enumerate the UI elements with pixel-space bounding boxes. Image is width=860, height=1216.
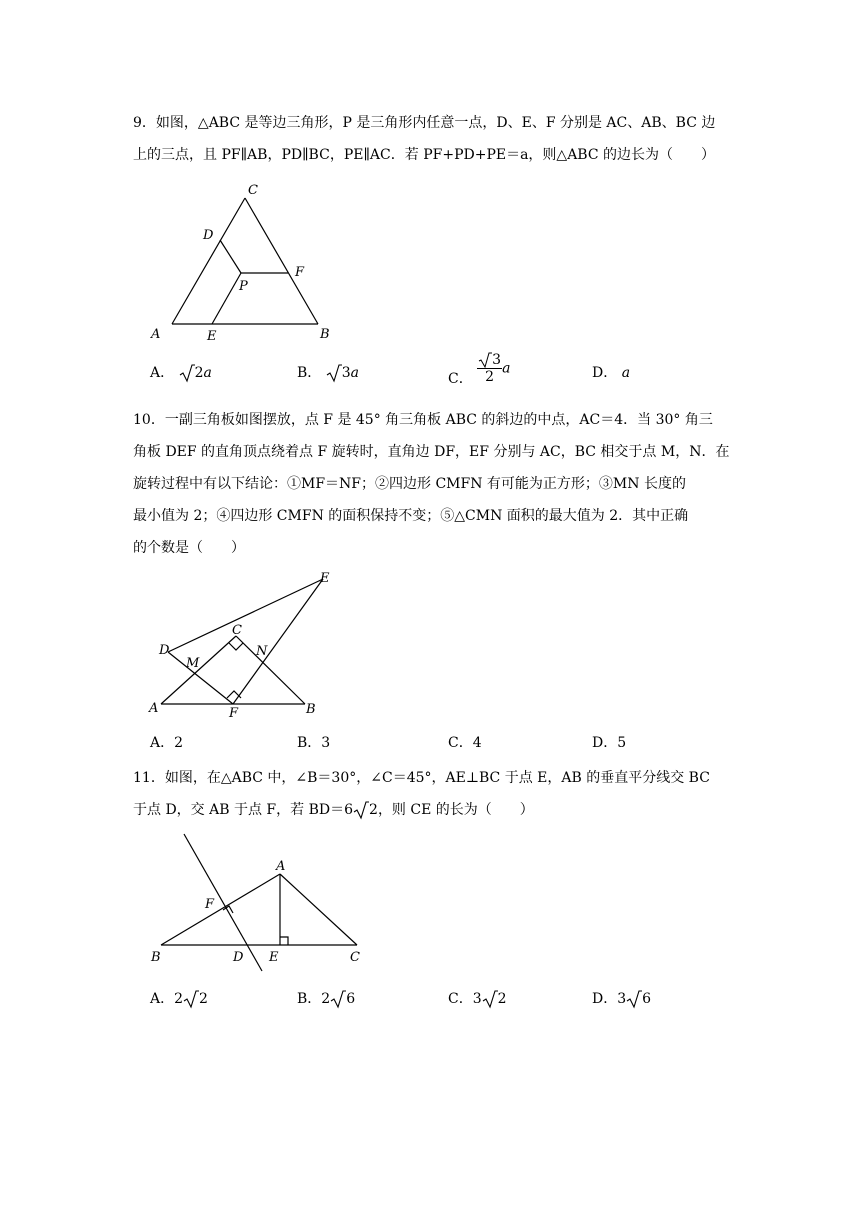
- option-value: a: [621, 365, 631, 381]
- option-coef: 2: [174, 991, 184, 1007]
- sqrt-icon: [478, 352, 492, 368]
- right-angle-F: [227, 691, 241, 698]
- option-value: 2: [174, 735, 184, 751]
- option-10-A[interactable]: [150, 732, 183, 752]
- option-letter: D．: [592, 735, 618, 751]
- label-P: P: [239, 279, 248, 294]
- label-C: C: [350, 950, 360, 965]
- segment-BC: [245, 198, 318, 324]
- question-9-text-1: 如图，△ABC 是等边三角形，P 是三角形内任意一点，D、E、F 分别是 AC、AB、BC 边: [155, 115, 716, 131]
- option-suffix: a: [502, 360, 511, 377]
- fraction-denominator: 2: [485, 369, 495, 385]
- label-N: N: [256, 644, 268, 659]
- sqrt-icon: [330, 989, 346, 1009]
- question-9-line1: [133, 107, 733, 139]
- label-F: F: [295, 265, 305, 280]
- option-letter: B．: [297, 991, 322, 1007]
- label-F: F: [205, 897, 215, 912]
- numerator-value: 3: [492, 352, 502, 368]
- option-10-D[interactable]: [592, 732, 626, 752]
- radicand: 2: [369, 802, 378, 818]
- label-M: M: [186, 656, 200, 671]
- option-radicand: 2: [199, 991, 208, 1007]
- label-B: B: [320, 327, 330, 342]
- question-9: [133, 107, 733, 171]
- sqrt-icon: [326, 363, 342, 383]
- option-letter: D．: [592, 991, 618, 1007]
- label-E: E: [320, 571, 330, 586]
- option-letter: A．: [150, 365, 175, 381]
- question-11-line1: [133, 762, 733, 794]
- option-letter: D．: [592, 365, 618, 381]
- segment-AB: [161, 874, 280, 945]
- option-letter: C．: [448, 370, 473, 387]
- label-A: A: [276, 859, 286, 874]
- option-radicand: 6: [346, 991, 356, 1007]
- label-B: B: [151, 950, 161, 965]
- option-radicand: 2: [194, 365, 204, 381]
- option-11-A[interactable]: [150, 988, 208, 1009]
- option-10-B[interactable]: [297, 732, 330, 752]
- option-suffix: a: [350, 365, 360, 381]
- option-value: 5: [617, 735, 627, 751]
- option-9-B[interactable]: [297, 362, 359, 383]
- label-C: C: [248, 183, 258, 198]
- question-11: [133, 762, 733, 826]
- option-letter: A．: [150, 991, 175, 1007]
- option-letter: B．: [297, 365, 322, 381]
- option-10-C[interactable]: [448, 732, 482, 752]
- question-11-text-2b: ，则 CE 的长为（ ）: [377, 802, 534, 818]
- sqrt-icon: [482, 989, 498, 1009]
- option-9-C[interactable]: [448, 352, 510, 385]
- option-9-A[interactable]: [150, 362, 212, 383]
- question-9-options: [150, 352, 710, 387]
- question-10-line4: 最小值为 2；④四边形 CMFN 的面积保持不变；⑤△CMN 面积的最大值为 2．其中正确: [133, 508, 689, 524]
- perpendicular-bisector: [184, 834, 262, 971]
- question-11-text-2a: 于点 D，交 AB 于点 F，若 BD＝6: [133, 802, 354, 818]
- label-C: C: [232, 623, 242, 638]
- option-suffix: a: [203, 365, 212, 381]
- figure-q10-triangles: [140, 568, 350, 720]
- question-10-line3: 旋转过程中有以下结论：①MF＝NF；②四边形 CMFN 有可能为正方形；③MN 长度的: [133, 476, 686, 492]
- option-letter: C．: [448, 735, 473, 751]
- question-9-line2: 上的三点，且 PF∥AB，PD∥BC，PE∥AC．若 PF+PD+PE＝a，则△ABC 的边长为（ ）: [133, 147, 716, 163]
- sqrt-icon: [353, 800, 369, 820]
- segment-PE: [212, 273, 241, 324]
- label-D: D: [159, 643, 170, 658]
- fraction: [477, 352, 502, 385]
- question-9-number: 9．: [133, 115, 156, 131]
- label-D: D: [203, 228, 214, 243]
- label-B: B: [306, 702, 316, 717]
- sqrt-icon: [183, 989, 199, 1009]
- segment-FE: [233, 579, 323, 704]
- option-value: 3: [321, 735, 331, 751]
- figure-q11-triangle: [145, 830, 375, 978]
- question-10-line2: 角板 DEF 的直角顶点绕着点 F 旋转时，直角边 DF，EF 分别与 AC，BC 相交于点 M，N．在: [133, 444, 730, 460]
- option-11-C[interactable]: [448, 988, 507, 1009]
- question-10-number: 10．: [133, 412, 165, 428]
- label-E: E: [207, 329, 217, 344]
- segment-CB: [236, 636, 305, 704]
- option-coef: 3: [617, 991, 627, 1007]
- figure-q9-triangle: [145, 180, 345, 350]
- label-F: F: [229, 706, 239, 720]
- question-11-number: 11．: [133, 770, 165, 786]
- option-radicand: 2: [497, 991, 507, 1007]
- question-11-text-1: 如图，在△ABC 中，∠B＝30°，∠C＝45°，AE⊥BC 于点 E，AB 的垂直平分线交 BC: [164, 770, 710, 786]
- question-11-line2: [133, 794, 733, 826]
- segment-DF: [168, 652, 233, 704]
- option-value: 4: [472, 735, 482, 751]
- option-11-D[interactable]: [592, 988, 651, 1009]
- option-coef: 2: [321, 991, 331, 1007]
- question-10-line5: 的个数是（ ）: [133, 540, 245, 556]
- question-10-line1: [133, 404, 733, 436]
- option-letter: A．: [150, 735, 175, 751]
- right-angle-C: [229, 643, 243, 650]
- option-radicand: 3: [341, 365, 351, 381]
- sqrt-icon: [179, 363, 195, 383]
- option-letter: C．: [448, 991, 473, 1007]
- option-coef: 3: [472, 991, 482, 1007]
- segment-AC: [280, 874, 357, 945]
- question-10: [133, 404, 733, 564]
- label-A: A: [149, 701, 159, 716]
- label-A: A: [151, 327, 161, 342]
- right-angle-E: [280, 937, 288, 945]
- sqrt-icon: [626, 989, 642, 1009]
- option-11-B[interactable]: [297, 988, 355, 1009]
- question-10-options: [150, 732, 710, 756]
- option-radicand: 6: [642, 991, 652, 1007]
- option-letter: B．: [297, 735, 322, 751]
- option-9-D[interactable]: [592, 362, 630, 382]
- segment-DP: [220, 240, 241, 273]
- label-E: E: [269, 950, 279, 965]
- label-D: D: [233, 950, 244, 965]
- fraction-numerator: [477, 352, 502, 369]
- question-11-options: [150, 988, 710, 1012]
- question-10-text-1: 一副三角板如图摆放，点 F 是 45° 角三角板 ABC 的斜边的中点，AC＝4．当 30° 角三: [164, 412, 713, 428]
- segment-DE: [168, 579, 323, 652]
